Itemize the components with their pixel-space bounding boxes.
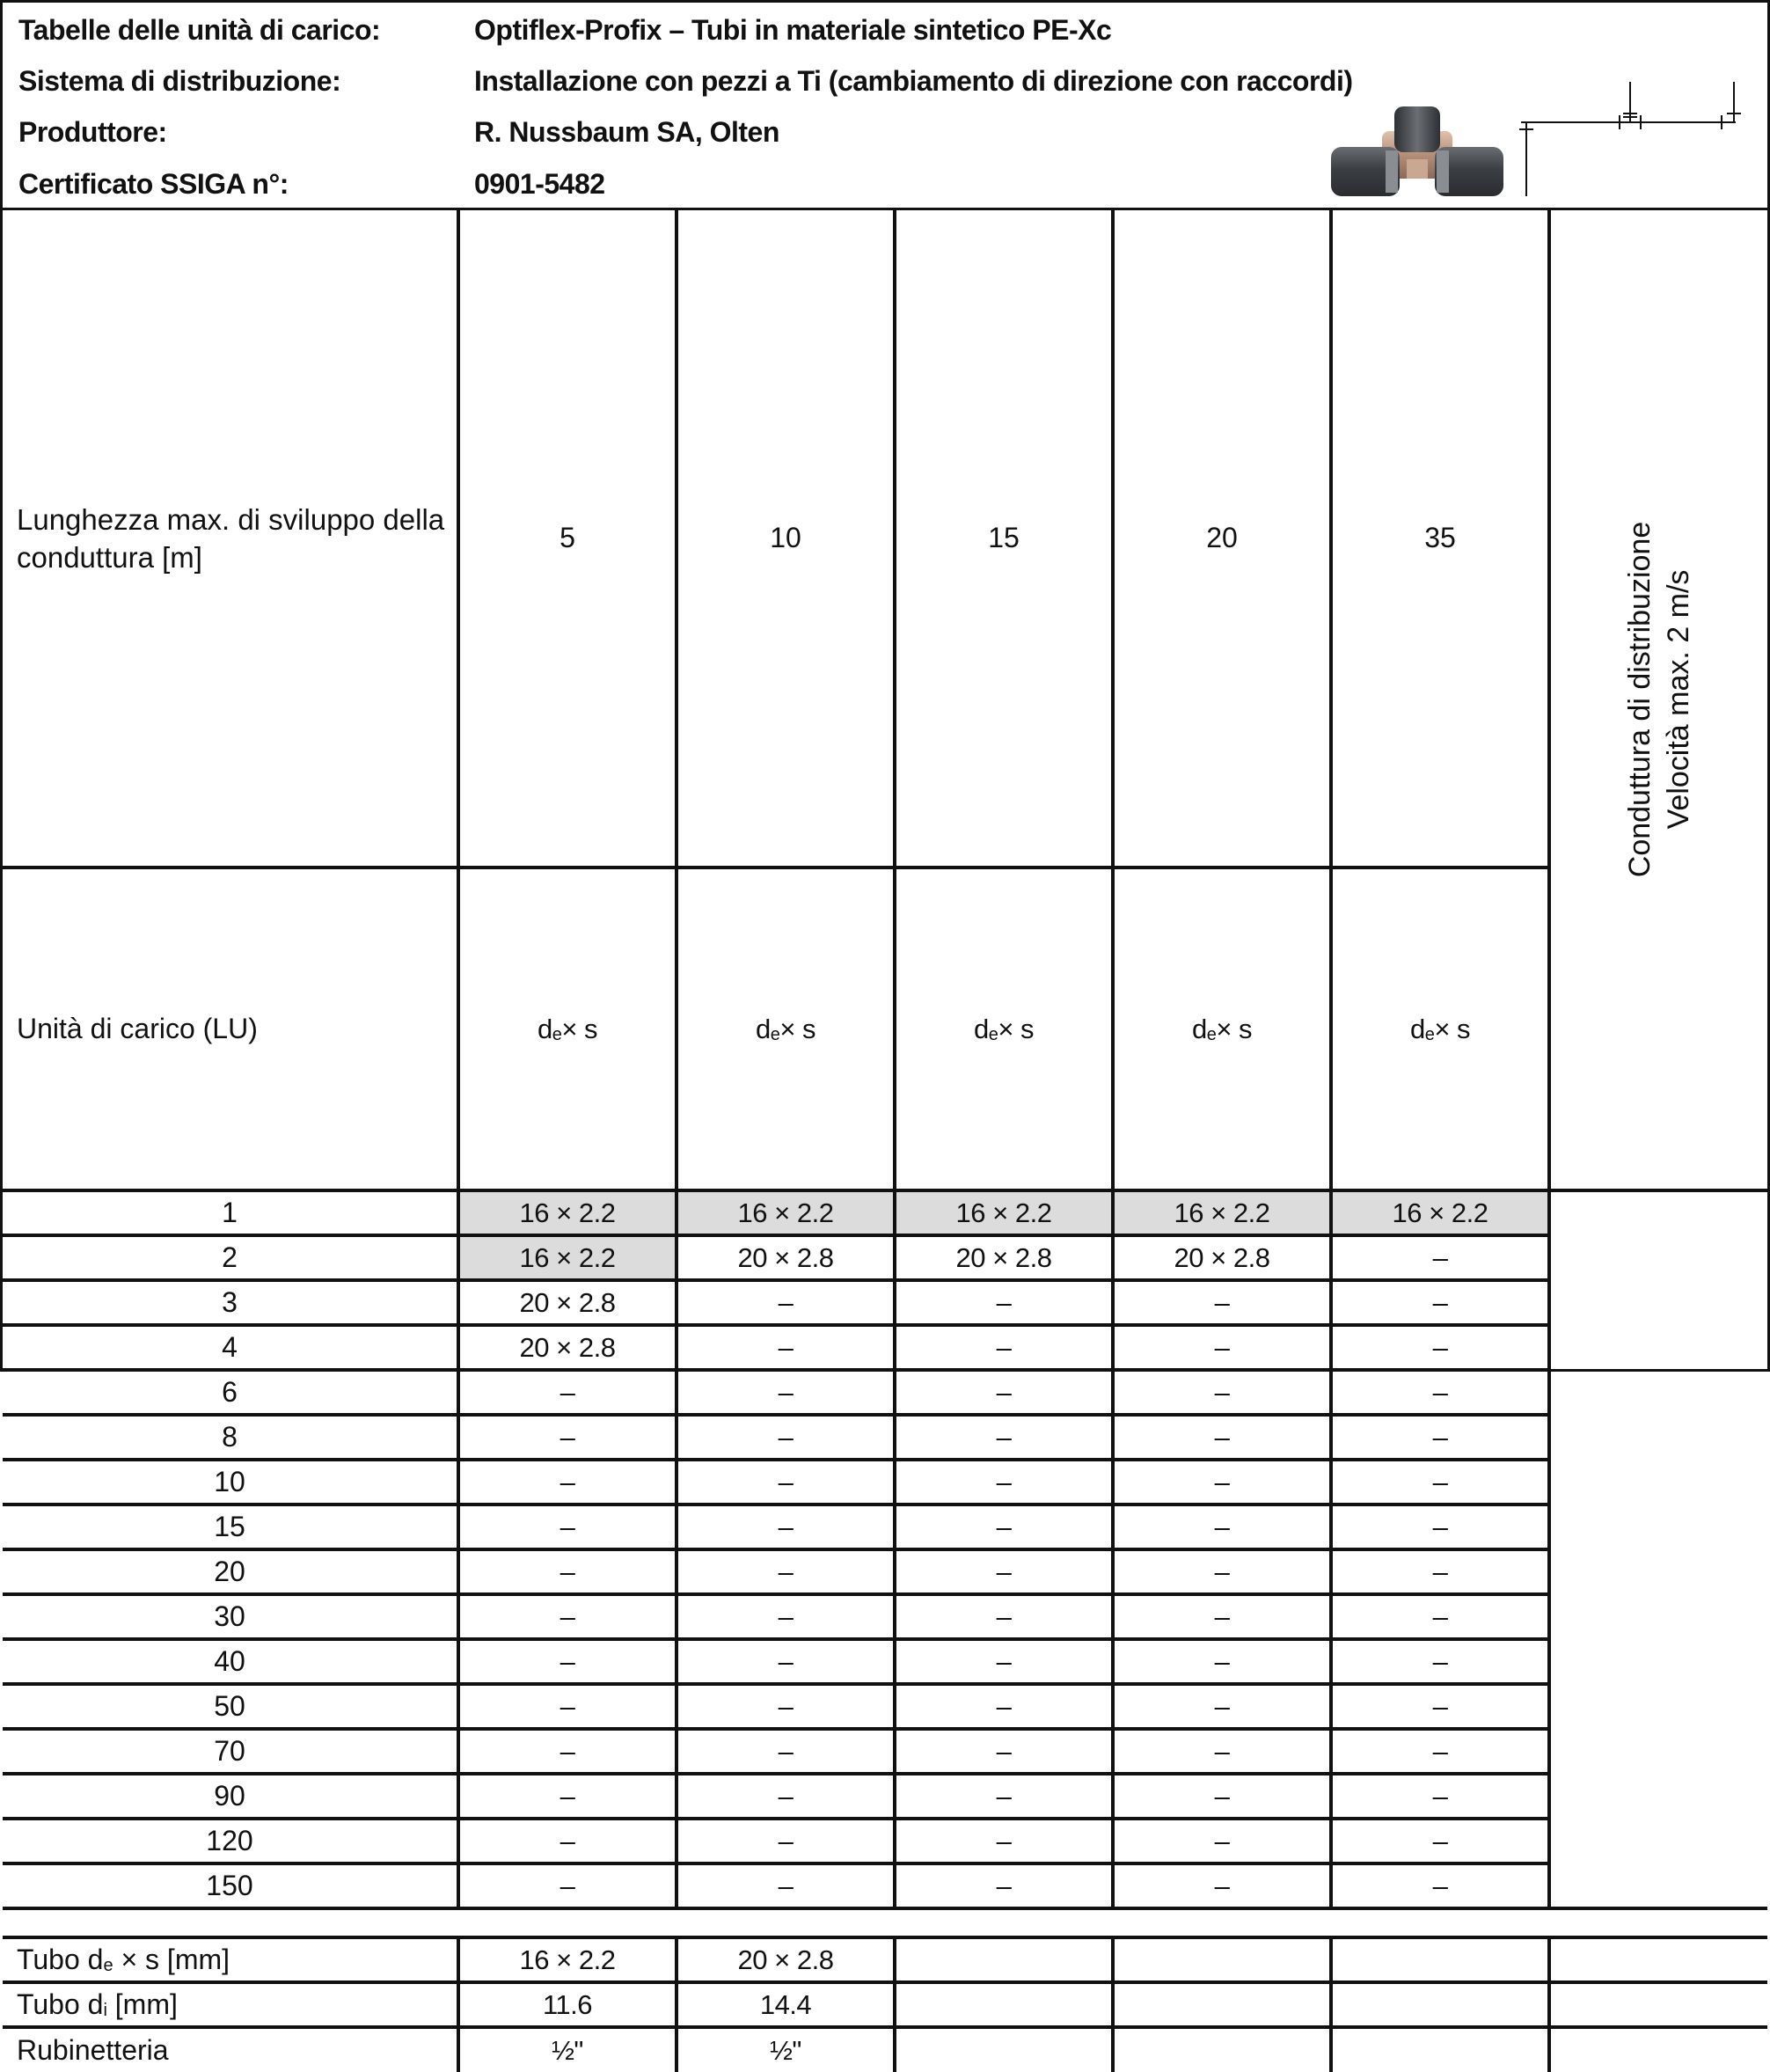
pipe-size-cell: – <box>677 1415 895 1460</box>
empty-cell <box>1113 1982 1331 2027</box>
side-note-cell <box>1549 210 1767 1190</box>
de-subscript: e <box>988 1024 998 1044</box>
pipe-size-cell: – <box>895 1549 1113 1594</box>
pipe-size-cell: 16 × 2.2 <box>1331 1190 1549 1235</box>
table-row <box>3 1370 1767 1415</box>
pipe-size-cell: – <box>458 1863 677 1908</box>
pipe-size-cell: – <box>1331 1774 1549 1819</box>
de-symbol: d <box>755 1013 771 1044</box>
pipe-size-cell: – <box>1113 1729 1331 1774</box>
pipe-size-cell: – <box>1331 1325 1549 1370</box>
header-value: Installazione con pezzi a Ti (cambiamento di direzione con raccordi) <box>474 65 1353 97</box>
de-symbol: d <box>1191 1013 1207 1044</box>
length-col-1: 5 <box>458 210 677 868</box>
spacer-cell <box>3 1908 1767 1937</box>
tube-di-value: 14.4 <box>677 1982 895 2027</box>
table-row <box>3 1190 1767 1235</box>
pipe-size-cell: – <box>895 1325 1113 1370</box>
lu-header-row <box>3 868 1767 1190</box>
length-header-row <box>3 210 1767 868</box>
pipe-size-cell: – <box>1331 1684 1549 1729</box>
header-label: Tabelle delle unità di carico: <box>18 14 381 46</box>
fitting-value: ½" <box>677 2027 895 2072</box>
lu-value: 30 <box>3 1594 458 1639</box>
times-s: × s <box>1216 1013 1253 1044</box>
pipe-size-cell: – <box>677 1684 895 1729</box>
pipe-size-cell: – <box>1113 1370 1331 1415</box>
tube-de-value: 20 × 2.8 <box>677 1937 895 1982</box>
lu-value: 70 <box>3 1729 458 1774</box>
pipe-size-cell: – <box>458 1729 677 1774</box>
pipe-size-cell: – <box>458 1505 677 1549</box>
pipe-size-cell: – <box>677 1639 895 1684</box>
pipe-size-cell: – <box>1113 1460 1331 1505</box>
pipe-size-cell: – <box>895 1415 1113 1460</box>
times-s: × s <box>561 1013 598 1044</box>
de-symbol: d <box>1409 1013 1425 1044</box>
header-label: Certificato SSIGA n°: <box>18 168 289 200</box>
de-subscript: e <box>552 1024 562 1044</box>
pipe-size-cell: 16 × 2.2 <box>677 1190 895 1235</box>
lu-value: 15 <box>3 1505 458 1549</box>
pipe-size-cell: – <box>1113 1594 1331 1639</box>
header-label: Sistema di distribuzione: <box>18 65 341 97</box>
table-row <box>3 1684 1767 1729</box>
de-x-s-header <box>895 868 1113 1190</box>
table-row <box>3 1819 1767 1863</box>
de-x-s-header <box>677 868 895 1190</box>
length-col-5: 35 <box>1331 210 1549 868</box>
empty-cell <box>1549 1982 1767 2027</box>
tube-di-label-post: [mm] <box>106 1988 178 2020</box>
pipe-size-cell: – <box>458 1639 677 1684</box>
length-label: Lunghezza max. di sviluppo della conduttura [m] <box>3 210 458 868</box>
pipe-size-cell: – <box>895 1774 1113 1819</box>
fitting-row <box>3 2027 1767 2072</box>
header-label: Produttore: <box>18 116 167 148</box>
fitting-value: ½" <box>458 2027 677 2072</box>
pipe-size-cell: – <box>1331 1549 1549 1594</box>
empty-cell <box>895 1937 1113 1982</box>
lu-value: 3 <box>3 1280 458 1325</box>
side-note <box>1620 522 1698 877</box>
pipe-size-cell: 20 × 2.8 <box>677 1235 895 1280</box>
spacer-row <box>3 1908 1767 1937</box>
table-row <box>3 1415 1767 1460</box>
pipe-size-cell: – <box>458 1819 677 1863</box>
lu-value: 6 <box>3 1370 458 1415</box>
pipe-size-cell: – <box>1331 1594 1549 1639</box>
table-row <box>3 1549 1767 1594</box>
tube-de-label-pre: Tubo d <box>17 1944 104 1975</box>
de-subscript: e <box>1206 1024 1217 1044</box>
tube-di-subscript: i <box>103 2001 107 2020</box>
table-row <box>3 1729 1767 1774</box>
pipe-size-cell: – <box>1113 1415 1331 1460</box>
pipe-size-cell: – <box>1113 1325 1331 1370</box>
empty-cell <box>1113 1937 1331 1982</box>
lu-value: 1 <box>3 1190 458 1235</box>
header-value: R. Nussbaum SA, Olten <box>474 116 779 148</box>
pipe-size-cell: – <box>677 1325 895 1370</box>
pipe-size-cell: – <box>677 1819 895 1863</box>
pipe-size-cell: – <box>895 1729 1113 1774</box>
installation-schematic-icon <box>1516 78 1744 198</box>
pipe-size-cell: – <box>1331 1370 1549 1415</box>
de-x-s-header <box>1113 868 1331 1190</box>
pipe-size-cell: – <box>677 1549 895 1594</box>
times-s: × s <box>779 1013 816 1044</box>
empty-cell <box>1549 2027 1767 2072</box>
pipe-size-cell: 20 × 2.8 <box>1113 1235 1331 1280</box>
de-x-s-header <box>458 868 677 1190</box>
pipe-size-cell: – <box>1113 1684 1331 1729</box>
empty-cell <box>1549 1937 1767 1982</box>
pipe-size-cell: – <box>1113 1280 1331 1325</box>
tube-di-label-pre: Tubo d <box>17 1988 104 2020</box>
pipe-size-cell: 16 × 2.2 <box>1113 1190 1331 1235</box>
pipe-size-cell: – <box>677 1594 895 1639</box>
pipe-size-cell: – <box>1331 1460 1549 1505</box>
tube-de-value: 16 × 2.2 <box>458 1937 677 1982</box>
tube-de-label <box>3 1937 458 1982</box>
pipe-size-cell: – <box>895 1370 1113 1415</box>
table-row <box>3 1325 1767 1370</box>
pipe-size-cell: – <box>1331 1235 1549 1280</box>
side-note-line-2: Velocità max. 2 m/s <box>1662 569 1695 830</box>
pipe-size-cell: – <box>1331 1280 1549 1325</box>
pipe-size-cell: – <box>458 1370 677 1415</box>
de-subscript: e <box>770 1024 780 1044</box>
pipe-size-cell: – <box>895 1594 1113 1639</box>
lu-value: 4 <box>3 1325 458 1370</box>
length-col-4: 20 <box>1113 210 1331 868</box>
pipe-size-cell: – <box>1113 1549 1331 1594</box>
pipe-size-cell: – <box>1331 1639 1549 1684</box>
pipe-size-cell: – <box>1331 1819 1549 1863</box>
length-col-3: 15 <box>895 210 1113 868</box>
empty-cell <box>1113 2027 1331 2072</box>
tube-di-label <box>3 1982 458 2027</box>
pipe-size-cell: 20 × 2.8 <box>458 1280 677 1325</box>
load-unit-table <box>3 210 1767 2072</box>
empty-cell <box>895 2027 1113 2072</box>
lu-value: 90 <box>3 1774 458 1819</box>
empty-cell <box>1331 1982 1549 2027</box>
pipe-size-cell: 16 × 2.2 <box>458 1190 677 1235</box>
table-row <box>3 1280 1767 1325</box>
pipe-size-cell: – <box>895 1460 1113 1505</box>
tube-de-row <box>3 1937 1767 1982</box>
lu-value: 20 <box>3 1549 458 1594</box>
empty-cell <box>1331 2027 1549 2072</box>
pipe-size-cell: – <box>1331 1863 1549 1908</box>
header-value: Optiflex-Profix – Tubi in materiale sintetico PE-Xc <box>474 14 1112 46</box>
pipe-size-cell: – <box>677 1863 895 1908</box>
pipe-size-cell: – <box>1113 1774 1331 1819</box>
de-subscript: e <box>1424 1024 1435 1044</box>
length-col-2: 10 <box>677 210 895 868</box>
pipe-size-cell: – <box>458 1460 677 1505</box>
table-row <box>3 1863 1767 1908</box>
tube-de-subscript: e <box>103 1956 113 1975</box>
pipe-size-cell: – <box>677 1505 895 1549</box>
times-s: × s <box>998 1013 1035 1044</box>
pipe-size-cell: – <box>677 1774 895 1819</box>
pipe-size-cell: – <box>458 1594 677 1639</box>
tube-di-value: 11.6 <box>458 1982 677 2027</box>
pipe-size-cell: – <box>1331 1729 1549 1774</box>
pipe-size-cell: – <box>677 1729 895 1774</box>
lu-value: 40 <box>3 1639 458 1684</box>
de-symbol: d <box>973 1013 989 1044</box>
lu-value: 10 <box>3 1460 458 1505</box>
pipe-size-cell: – <box>895 1639 1113 1684</box>
table-row <box>3 1774 1767 1819</box>
pipe-size-cell: – <box>1113 1819 1331 1863</box>
pipe-size-cell: – <box>677 1460 895 1505</box>
tee-fitting-image <box>1329 105 1505 200</box>
pipe-size-cell: – <box>1113 1863 1331 1908</box>
pipe-size-cell: – <box>895 1684 1113 1729</box>
table-row <box>3 1594 1767 1639</box>
empty-cell <box>895 1982 1113 2027</box>
tube-di-row <box>3 1982 1767 2027</box>
header <box>3 3 1767 210</box>
lu-label: Unità di carico (LU) <box>3 868 458 1190</box>
pipe-size-cell: – <box>677 1280 895 1325</box>
tube-de-label-post: × s [mm] <box>113 1944 230 1975</box>
header-value: 0901-5482 <box>474 168 605 200</box>
de-symbol: d <box>537 1013 552 1044</box>
pipe-size-cell: – <box>895 1505 1113 1549</box>
fitting-label: Rubinetteria <box>3 2027 458 2072</box>
pipe-size-cell: 16 × 2.2 <box>895 1190 1113 1235</box>
table-row <box>3 1235 1767 1280</box>
pipe-size-cell: – <box>458 1549 677 1594</box>
times-s: × s <box>1434 1013 1471 1044</box>
pipe-size-cell: 20 × 2.8 <box>895 1235 1113 1280</box>
pipe-size-cell: – <box>1331 1415 1549 1460</box>
pipe-size-cell: – <box>1113 1505 1331 1549</box>
pipe-size-cell: 16 × 2.2 <box>458 1235 677 1280</box>
pipe-size-cell: – <box>895 1280 1113 1325</box>
pipe-size-cell: – <box>458 1684 677 1729</box>
pipe-size-cell: – <box>1331 1505 1549 1549</box>
side-note-line-1: Conduttura di distribuzione <box>1623 521 1657 878</box>
lu-value: 120 <box>3 1819 458 1863</box>
pipe-size-cell: – <box>677 1370 895 1415</box>
lu-value: 8 <box>3 1415 458 1460</box>
lu-value: 150 <box>3 1863 458 1908</box>
table-row <box>3 1505 1767 1549</box>
pipe-size-cell: – <box>1113 1639 1331 1684</box>
lu-value: 2 <box>3 1235 458 1280</box>
table-row <box>3 1639 1767 1684</box>
pipe-size-cell: – <box>895 1819 1113 1863</box>
pipe-size-cell: – <box>458 1774 677 1819</box>
de-x-s-header <box>1331 868 1549 1190</box>
lu-value: 50 <box>3 1684 458 1729</box>
pipe-size-cell: – <box>895 1863 1113 1908</box>
pipe-size-cell: 20 × 2.8 <box>458 1325 677 1370</box>
table-row <box>3 1460 1767 1505</box>
empty-cell <box>1331 1937 1549 1982</box>
pipe-size-cell: – <box>458 1415 677 1460</box>
